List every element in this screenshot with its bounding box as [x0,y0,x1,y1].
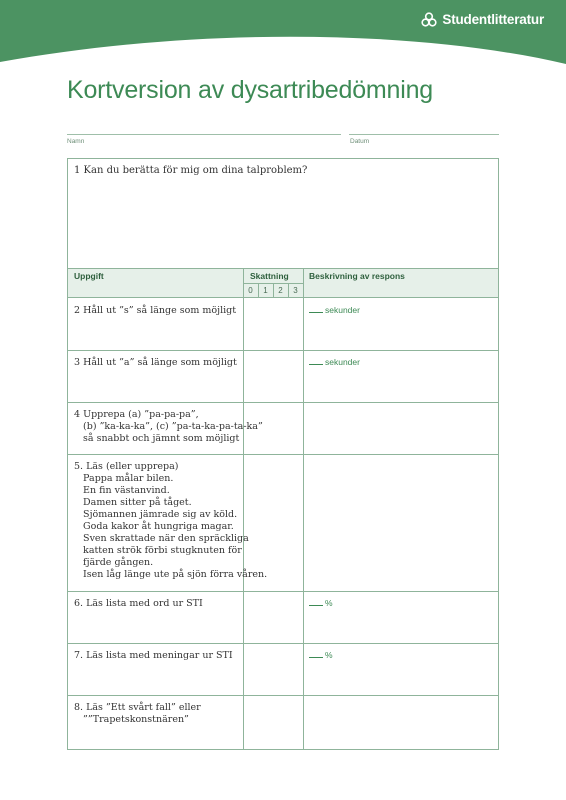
page-title: Kortversion av dysartribedömning [67,76,433,104]
task-2: 2 Håll ut ”s” så länge som möjligt [74,305,237,316]
column-divider [303,268,304,750]
row-divider [67,454,499,455]
response-3[interactable]: sekunder [309,357,360,367]
name-field[interactable] [67,134,341,135]
brand-name: Studentlitteratur [442,12,544,27]
date-field[interactable] [349,134,499,135]
task-7: 7. Läs lista med meningar ur STI [74,650,233,661]
score-divider [288,283,289,297]
task-8: 8. Läs ”Ett svårt fall” eller ””Trapetskonstnären” [74,702,201,725]
task-6: 6. Läs lista med ord ur STI [74,598,203,609]
brand-logo [421,12,544,27]
divider [67,268,499,269]
header-response: Beskrivning av respons [309,271,405,281]
response-2[interactable]: sekunder [309,305,360,315]
row-divider [67,695,499,696]
row-divider [67,350,499,351]
score-divider [273,283,274,297]
row-divider [67,402,499,403]
score-divider [258,283,259,297]
task-4: 4 Upprepa (a) ”pa-pa-pa”, (b) ”ka-ka-ka”, (c) ”pa-ta-ka-pa-ta-ka” så snabbt och jämnt som möjligt [74,409,263,444]
score-1: 1 [263,286,268,295]
response-6[interactable]: % [309,598,333,608]
score-0: 0 [248,286,253,295]
score-3: 3 [293,286,298,295]
task-5: 5. Läs (eller upprepa) Pappa målar bilen. En fin västanvind. Damen sitter på tåget. Sjömannen jämrade sig av köld. Goda kakor åt hungriga magar. Sven skrattade när den spräckliga katten strök förbi stugknuten för fjärde gången. Isen låg länge ute på sjön förra våren. [74,461,268,580]
header-task: Uppgift [74,271,104,281]
trefoil-logo-icon [421,12,437,27]
question-1: 1 Kan du berätta för mig om dina talproblem? [74,165,308,176]
row-divider [67,643,499,644]
row-divider [67,591,499,592]
task-3: 3 Håll ut ”a” så länge som möjligt [74,357,237,368]
header-band [0,0,566,70]
header-rating: Skattning [250,271,289,281]
name-label: Namn [67,138,85,145]
score-2: 2 [278,286,283,295]
date-label: Datum [350,138,370,145]
divider [67,297,499,298]
response-7[interactable]: % [309,650,333,660]
